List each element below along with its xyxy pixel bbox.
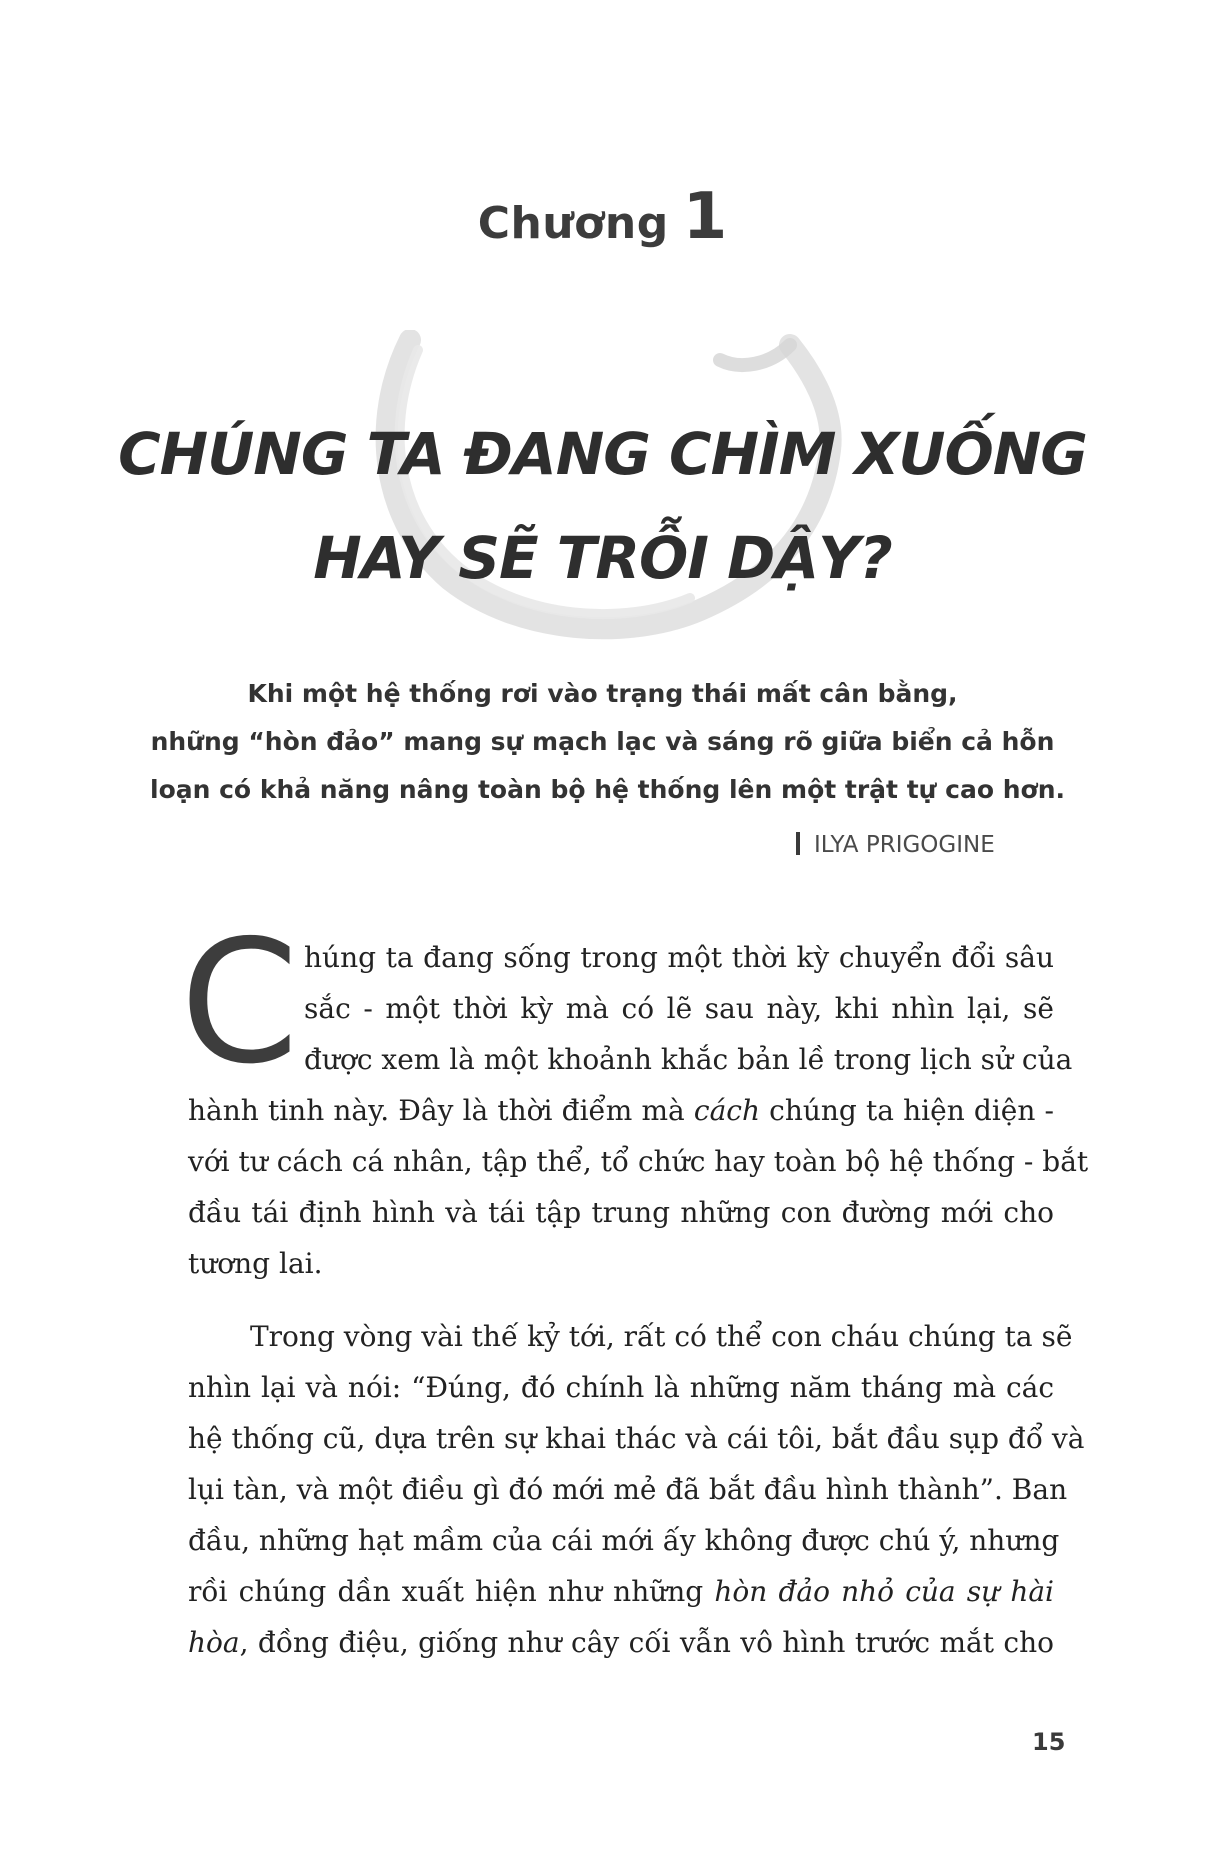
paragraph-1-line: đầu tái định hình và tái tập trung những con đường mới cho xyxy=(188,1196,1054,1229)
paragraph-1-line xyxy=(188,1085,1054,1136)
paragraph-1-line: với tư cách cá nhân, tập thể, tổ chức hay toàn bộ hệ thống - bắt xyxy=(188,1145,1089,1178)
emphasis-text: hòa xyxy=(188,1626,240,1659)
text-run: rồi chúng dần xuất hiện như những xyxy=(188,1575,715,1608)
emphasis-text: hòn đảo nhỏ của sự hài xyxy=(714,1575,1054,1608)
epigraph-line-3: loạn có khả năng nâng toàn bộ hệ thống lên một trật tự cao hơn. xyxy=(150,775,1065,804)
epigraph-quote xyxy=(150,670,1065,814)
paragraph-2-line: nhìn lại và nói: “Đúng, đó chính là những năm tháng mà các xyxy=(188,1371,1054,1404)
epigraph-attribution xyxy=(796,832,995,858)
epigraph-line-1: Khi một hệ thống rơi vào trạng thái mất cân bằng, xyxy=(247,679,958,708)
paragraph-2-line xyxy=(188,1566,1054,1617)
paragraph-1-line: được xem là một khoảnh khắc bản lề trong lịch sử của xyxy=(304,1043,1073,1076)
chapter-title xyxy=(0,402,1205,610)
paragraph-2 xyxy=(188,1311,1085,1668)
paragraph-1-line: húng ta đang sống trong một thời kỳ chuyển đổi sâu xyxy=(304,941,1054,974)
attribution-bar xyxy=(796,832,800,855)
paragraph-2-line: hệ thống cũ, dựa trên sự khai thác và cái tôi, bắt đầu sụp đổ và xyxy=(188,1422,1085,1455)
text-run: chúng ta hiện diện - xyxy=(759,1094,1054,1127)
emphasis-text: cách xyxy=(693,1094,760,1127)
page-number: 15 xyxy=(1032,1728,1066,1756)
epigraph-line-2: những “hòn đảo” mang sự mạch lạc và sáng rõ giữa biển cả hỗn xyxy=(150,727,1055,756)
paragraph-2-line xyxy=(188,1617,1054,1668)
chapter-number: 1 xyxy=(682,180,728,254)
text-run: , đồng điệu, giống như cây cối vẫn vô hình trước mắt cho xyxy=(239,1626,1054,1659)
title-line-2: HAY SẼ TRỖI DẬY? xyxy=(313,524,892,592)
attribution-name: ILYA PRIGOGINE xyxy=(814,832,995,858)
text-run: hành tinh này. Đây là thời điểm mà xyxy=(188,1094,694,1127)
paragraph-2-line: đầu, những hạt mầm của cái mới ấy không được chú ý, nhưng xyxy=(188,1524,1060,1557)
chapter-word: Chương xyxy=(477,198,669,249)
paragraph-1 xyxy=(188,932,1089,1289)
chapter-heading xyxy=(0,180,1205,254)
drop-cap: C xyxy=(180,904,299,1102)
paragraph-2-line: lụi tàn, và một điều gì đó mới mẻ đã bắt đầu hình thành”. Ban xyxy=(188,1473,1068,1506)
paragraph-1-line: sắc - một thời kỳ mà có lẽ sau này, khi nhìn lại, sẽ xyxy=(304,992,1054,1025)
paragraph-1-line: tương lai. xyxy=(188,1247,323,1280)
title-line-1: CHÚNG TA ĐANG CHÌM XUỐNG xyxy=(118,420,1087,488)
paragraph-2-line: Trong vòng vài thế kỷ tới, rất có thể con cháu chúng ta sẽ xyxy=(250,1320,1073,1353)
